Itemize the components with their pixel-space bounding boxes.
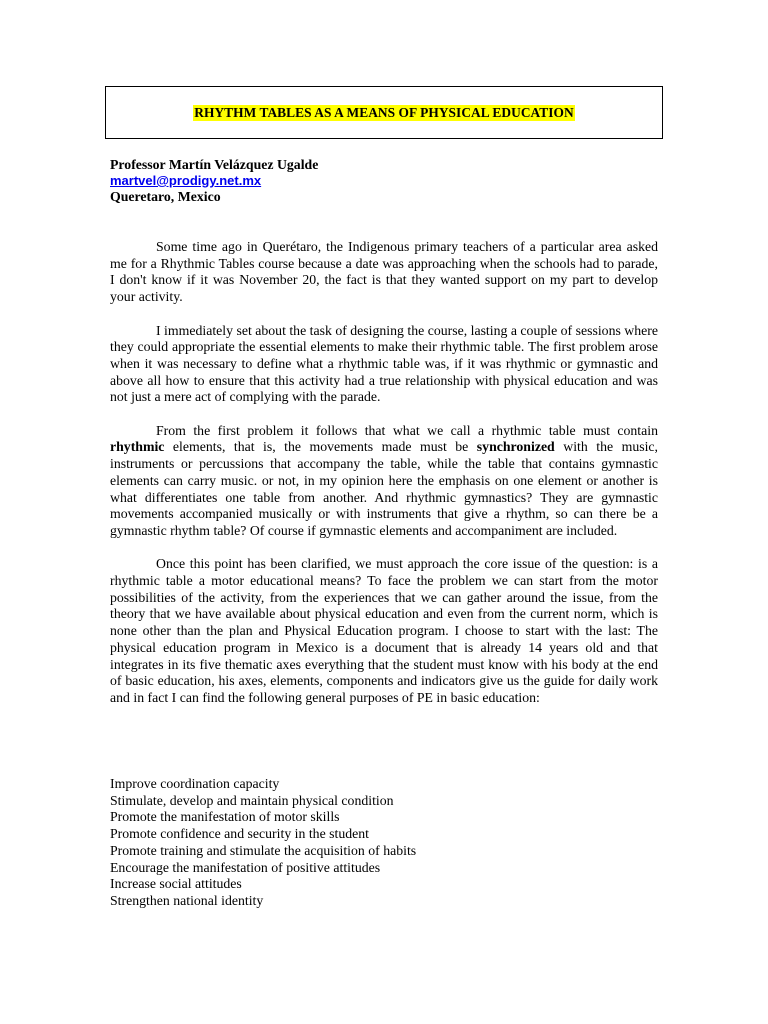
paragraph-4: Once this point has been clarified, we must approach the core issue of the question: is a rhythmic table a motor educational means? To face the problem we can start from the motor possibilities of the activity, from the experiences that we can gather around the issue, from the theory that we have available about physical education and even from the current norm, which is none other than the plan and Physical Education program. I choose to start with the last: The physical education program in Mexico is a document that is already 14 years old and that integrates in its five thematic axes everything that the student must know with his body at the end of basic education, his axes, elements, components and indicators give us the guide for daily work and in fact I can find the following general purposes of PE in basic education:: [110, 556, 658, 705]
list-item: Promote confidence and security in the student: [110, 826, 370, 842]
list-item: Improve coordination capacity: [110, 776, 280, 791]
bold-term-synchronized: synchronized: [476, 439, 555, 455]
paragraph-3: [110, 423, 658, 540]
paragraph-2: I immediately set about the task of designing the course, lasting a couple of sessions where they could appropriate the essential elements to make their rhythmic table. The first problem arose when it was necessary to define what a rhythmic table was, if it was rhythmic or gymnastic and above all how to ensure that this activity had a true relationship with physical education and was not just a mere act of complying with the parade.: [110, 322, 658, 405]
document-title: RHYTHM TABLES AS A MEANS OF PHYSICAL EDUCATION: [194, 104, 574, 120]
list-item: Increase social attitudes: [110, 876, 242, 892]
author-location: Queretaro, Mexico: [110, 189, 221, 204]
list-item: Stimulate, develop and maintain physical condition: [110, 792, 394, 808]
list-item: Promote the manifestation of motor skills: [110, 809, 340, 825]
paragraph-1: Some time ago in Querétaro, the Indigenous primary teachers of a particular area asked me for a Rhythmic Tables course because a date was approaching when the schools had to parade, I don't know if it was November 20, the fact is that they wanted support on my part to develop your activity.: [110, 239, 658, 305]
paragraph-3-part-c: elements, that is, the movements made must be: [164, 439, 477, 455]
bold-term-rhythmic: rhythmic: [110, 439, 165, 455]
author-block: [110, 157, 318, 205]
author-email-link[interactable]: martvel@prodigy.net.mx: [110, 173, 262, 188]
paragraph-3-part-a: From the first problem it follows that what we call a rhythmic table must contain: [156, 422, 658, 438]
title-box: [105, 86, 663, 139]
author-name: Professor Martín Velázquez Ugalde: [110, 157, 319, 172]
paragraph-3-part-e: with the music, instruments or percussions that accompany the table, while the table that contains gymnastic elements can carry music. or not, in my opinion here the emphasis on one element or another is what differentiates one table from another. And rhythmic gymnastics? They are gymnastic movements accompanied musically or with instruments that give a rhythm, so can there be a gymnastic rhythm table? Of course if gymnastic elements and accompaniment are included.: [110, 439, 658, 538]
list-item: Encourage the manifestation of positive attitudes: [110, 859, 381, 875]
article-body: [110, 239, 658, 723]
purposes-list: [110, 776, 416, 910]
list-item: Promote training and stimulate the acquisition of habits: [110, 842, 417, 858]
list-item: Strengthen national identity: [110, 892, 264, 908]
